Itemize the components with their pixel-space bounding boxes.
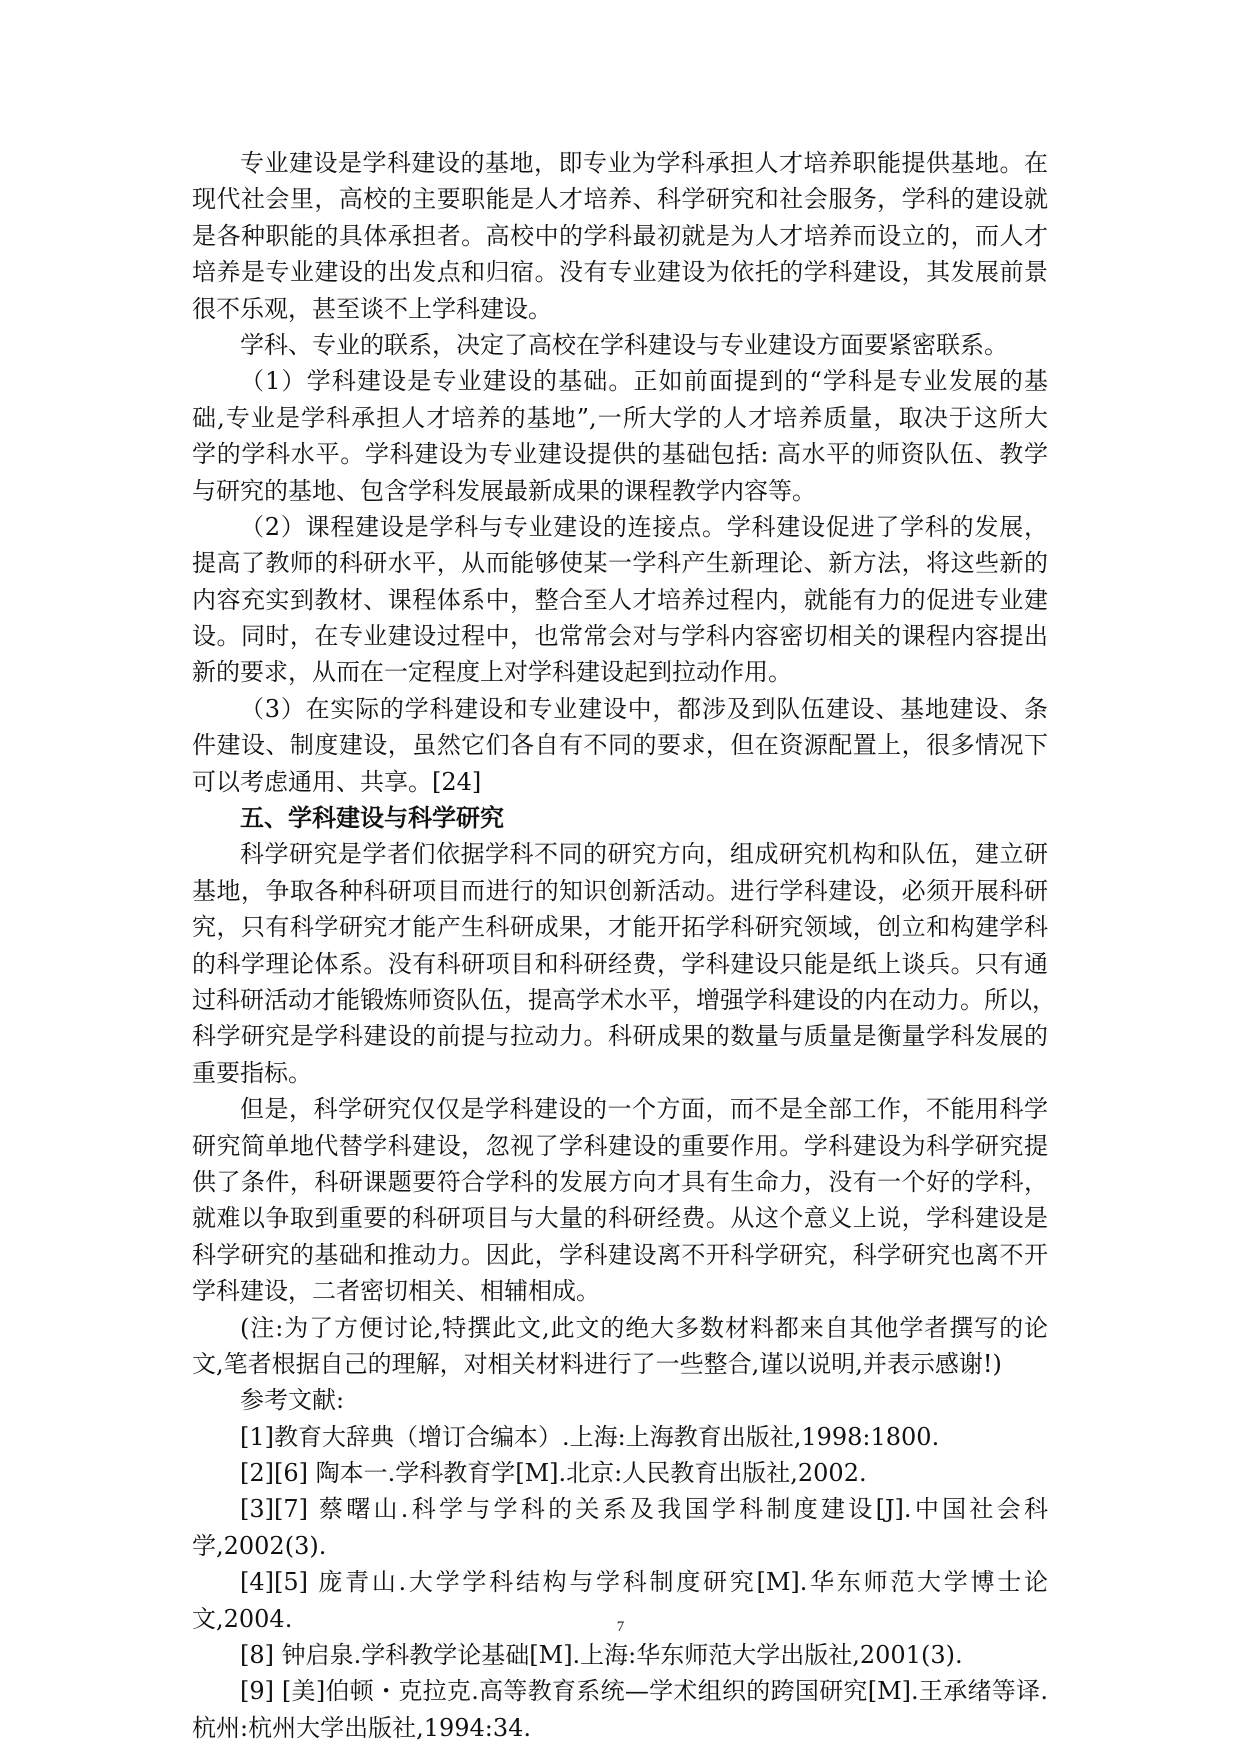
text-line: 学科建设，二者密切相关、相辅相成。 xyxy=(192,1277,600,1306)
text-line: （2）课程建设是学科与专业建设的连接点。学科建设促进了学科的发展， xyxy=(240,512,1048,541)
text-line: 很不乐观，甚至谈不上学科建设。 xyxy=(192,294,552,323)
text-line: 但是，科学研究仅仅是学科建设的一个方面，而不是全部工作，不能用科学 xyxy=(240,1095,1048,1124)
text-line: 过科研活动才能锻炼师资队伍，提高学术水平，增强学科建设的内在动力。所以， xyxy=(192,985,1056,1014)
reference-item: [9] [美]伯顿・克拉克.高等教育系统—学术组织的跨国研究[M].王承绪等译. xyxy=(240,1677,1048,1706)
text-line: 科学研究是学者们依据学科不同的研究方向，组成研究机构和队伍，建立研 xyxy=(240,840,1048,869)
reference-item: [3][7] 蔡曙山.科学与学科的关系及我国学科制度建设[J].中国社会科 xyxy=(240,1495,1048,1524)
note-line: 文,笔者根据自己的理解，对相关材料进行了一些整合,谨以说明,并表示感谢!) xyxy=(192,1349,1002,1378)
text-line: （3）在实际的学科建设和专业建设中，都涉及到队伍建设、基地建设、条 xyxy=(240,694,1048,723)
section-heading: 五、学科建设与科学研究 xyxy=(240,803,504,833)
text-line: 培养是专业建设的出发点和归宿。没有专业建设为依托的学科建设，其发展前景 xyxy=(192,258,1048,287)
text-line: 设。同时，在专业建设过程中，也常常会对与学科内容密切相关的课程内容提出 xyxy=(192,622,1048,651)
text-line: 学的学科水平。学科建设为专业建设提供的基础包括: 高水平的师资队伍、教学 xyxy=(192,440,1048,469)
document-body xyxy=(192,145,1056,1746)
text-line: 基地，争取各种科研项目而进行的知识创新活动。进行学科建设，必须开展科研 xyxy=(192,876,1048,905)
reference-item-continued: 杭州:杭州大学出版社,1994:34. xyxy=(192,1713,532,1742)
text-line: 学科、专业的联系，决定了高校在学科建设与专业建设方面要紧密联系。 xyxy=(240,330,1008,359)
text-line: 科学研究是学科建设的前提与拉动力。科研成果的数量与质量是衡量学科发展的 xyxy=(192,1022,1048,1051)
text-line: 现代社会里，高校的主要职能是人才培养、科学研究和社会服务，学科的建设就 xyxy=(192,185,1048,214)
references-heading: 参考文献: xyxy=(240,1386,345,1415)
reference-item-continued: 文,2004. xyxy=(192,1604,293,1633)
text-line: 是各种职能的具体承担者。高校中的学科最初就是为人才培养而设立的，而人才 xyxy=(192,221,1048,250)
text-line: 供了条件，科研课题要符合学科的发展方向才具有生命力，没有一个好的学科， xyxy=(192,1167,1048,1196)
text-line: 科学研究的基础和推动力。因此，学科建设离不开科学研究，科学研究也离不开 xyxy=(192,1240,1048,1269)
page-number: 7 xyxy=(616,1619,625,1635)
text-line: 究，只有科学研究才能产生科研成果，才能开拓学科研究领域，创立和构建学科 xyxy=(192,913,1048,942)
text-line: 新的要求，从而在一定程度上对学科建设起到拉动作用。 xyxy=(192,658,792,687)
note-line: (注:为了方便讨论,特撰此文,此文的绝大多数材料都来自其他学者撰写的论 xyxy=(240,1313,1048,1342)
reference-item-continued: 学,2002(3). xyxy=(192,1531,327,1560)
text-line: 专业建设是学科建设的基地，即专业为学科承担人才培养职能提供基地。在 xyxy=(240,149,1048,177)
reference-item: [1]教育大辞典（增订合编本）.上海:上海教育出版社,1998:1800. xyxy=(240,1422,940,1451)
text-line: 提高了教师的科研水平，从而能够使某一学科产生新理论、新方法，将这些新的 xyxy=(192,549,1048,578)
text-line: 可以考虑通用、共享。[24] xyxy=(192,767,482,796)
text-line: 件建设、制度建设，虽然它们各自有不同的要求，但在资源配置上，很多情况下 xyxy=(192,731,1048,760)
text-line: 就难以争取到重要的科研项目与大量的科研经费。从这个意义上说，学科建设是 xyxy=(192,1204,1048,1233)
text-line: 研究简单地代替学科建设，忽视了学科建设的重要作用。学科建设为科学研究提 xyxy=(192,1131,1048,1160)
reference-item: [8] 钟启泉.学科教学论基础[M].上海:华东师范大学出版社,2001(3). xyxy=(240,1641,963,1670)
text-line: 与研究的基地、包含学科发展最新成果的课程教学内容等。 xyxy=(192,476,816,505)
reference-item: [4][5] 庞青山.大学学科结构与学科制度研究[M].华东师范大学博士论 xyxy=(240,1568,1048,1597)
reference-item: [2][6] 陶本一.学科教育学[M].北京:人民教育出版社,2002. xyxy=(240,1459,867,1488)
text-line: 的科学理论体系。没有科研项目和科研经费，学科建设只能是纸上谈兵。只有通 xyxy=(192,949,1048,978)
text-line: 础,专业是学科承担人才培养的基地”,一所大学的人才培养质量，取决于这所大 xyxy=(192,403,1048,432)
text-line: 内容充实到教材、课程体系中，整合至人才培养过程内，就能有力的促进专业建 xyxy=(192,585,1048,614)
text-line: （1）学科建设是专业建设的基础。正如前面提到的“学科是专业发展的基 xyxy=(240,367,1048,396)
text-line: 重要指标。 xyxy=(192,1058,312,1087)
